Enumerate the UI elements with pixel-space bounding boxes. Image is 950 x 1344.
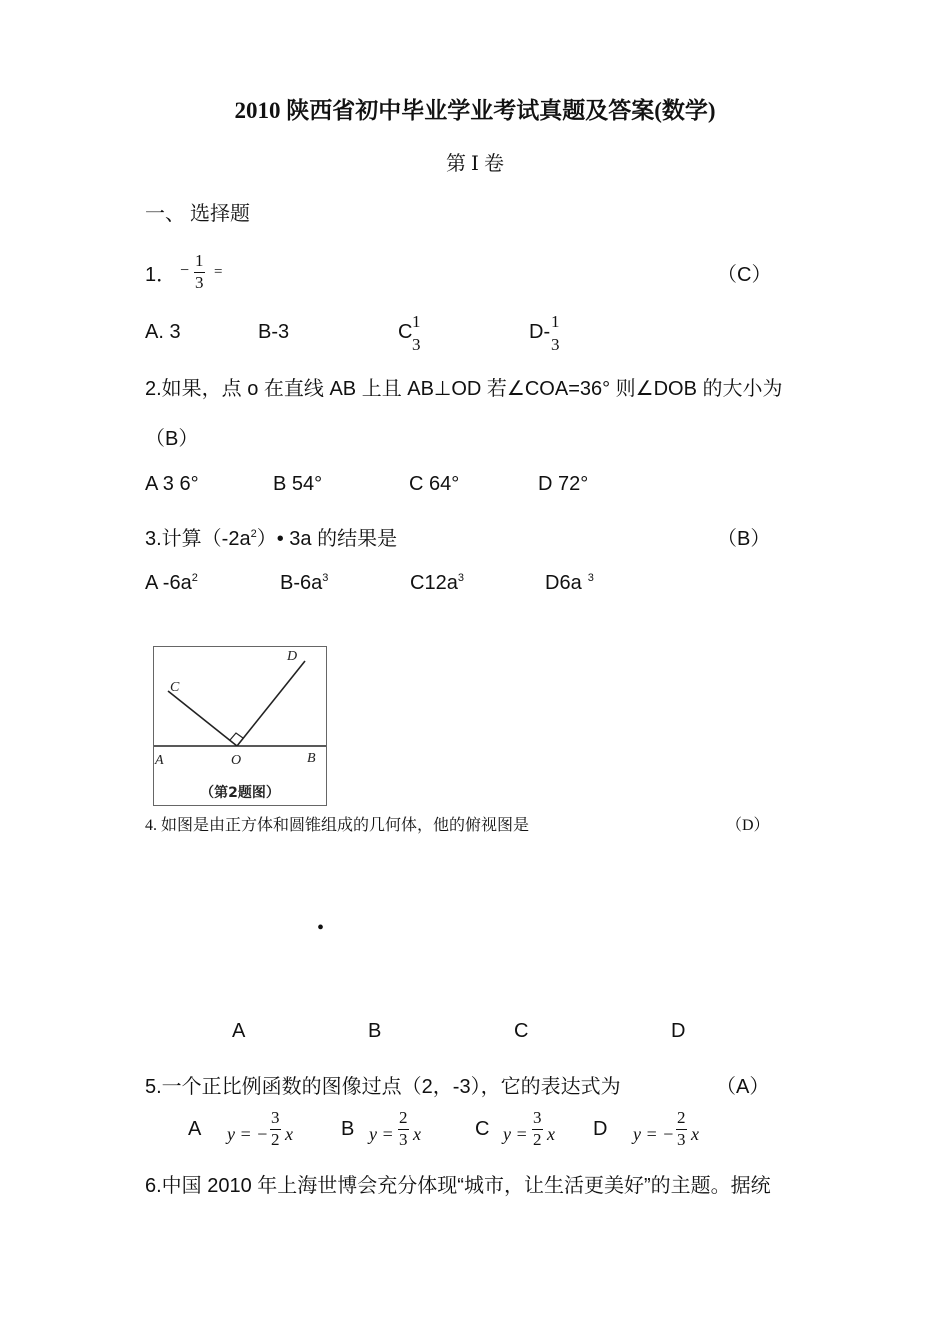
q5-expr-a-fraction xyxy=(270,1109,281,1149)
label-c: C xyxy=(170,680,180,695)
q5-expr-b-lhs: y = xyxy=(369,1124,394,1144)
section-heading: 一、 选择题 xyxy=(145,203,250,225)
q1-optd-den: 3 xyxy=(551,334,560,354)
q1-optc-num: 1 xyxy=(412,312,421,331)
q4-text: 4. 如图是由正方体和圆锥组成的几何体，他的俯视图是 xyxy=(145,817,530,834)
q5-expr-c-fraction xyxy=(532,1109,543,1149)
q1-option-d-label: D- xyxy=(529,321,551,343)
q5-expr-a-lhs: y = − xyxy=(227,1124,269,1144)
q5-expr-b-den: 3 xyxy=(399,1129,408,1149)
q5-expr-d-num: 2 xyxy=(677,1108,686,1127)
q1-minus: − xyxy=(180,262,190,279)
q1-optc-den: 3 xyxy=(412,334,421,354)
q5-expr-c-x: x xyxy=(547,1124,555,1144)
q1-frac-num: 1 xyxy=(195,251,204,270)
q5-text: 5.一个正比例函数的图像过点（2，-3），它的表达式为 xyxy=(145,1076,621,1098)
q1-equals: = xyxy=(214,264,223,280)
q3-text xyxy=(145,522,397,551)
q3-optb-text: B-6a xyxy=(280,572,323,594)
label-a: A xyxy=(155,753,164,768)
right-angle-mark xyxy=(230,733,243,740)
q1-option-d-fraction xyxy=(550,313,561,354)
q3-optb-sup: 3 xyxy=(322,572,329,584)
q3-text-sup: 2 xyxy=(250,528,257,540)
ray-oc xyxy=(168,691,237,746)
q1-option-b: B-3 xyxy=(258,321,290,343)
q3-opta-text: A -6a xyxy=(145,572,192,594)
q6-text: 6.中国 2010 年上海世博会充分体现“城市，让生活更美好”的主题。据统 xyxy=(145,1175,771,1197)
figure-caption: （第2题图） xyxy=(200,785,280,801)
q3-opta-sup: 2 xyxy=(191,572,198,584)
q5-option-b: B xyxy=(341,1118,355,1140)
q2-answer: （B） xyxy=(145,428,199,450)
q1-option-c-fraction xyxy=(411,313,422,354)
q2-option-d: D 72° xyxy=(538,473,589,495)
q5-expr-a-x: x xyxy=(285,1124,293,1144)
q5-expr-c-num: 3 xyxy=(533,1108,542,1127)
q5-expr-d-fraction xyxy=(676,1109,687,1149)
q5-expr-d-den: 3 xyxy=(677,1129,686,1149)
q1-option-c-label: C xyxy=(398,321,413,343)
q3-option-b xyxy=(280,572,328,595)
figure-q2 xyxy=(153,646,327,806)
q3-answer: （B） xyxy=(717,528,771,550)
q4-dot: • xyxy=(317,917,325,939)
q4-option-d: D xyxy=(671,1020,686,1042)
q3-optc-text: C12a xyxy=(410,572,458,594)
q4-answer: （D） xyxy=(726,817,770,834)
q4-option-c: C xyxy=(514,1020,529,1042)
q4-option-b: B xyxy=(368,1020,382,1042)
q2-option-a: A 3 6° xyxy=(145,473,199,495)
volume-heading: 第 Ⅰ 卷 xyxy=(446,153,504,175)
q3-text-pre: 3.计算（-2a xyxy=(145,528,251,550)
q1-optd-num: 1 xyxy=(551,312,560,331)
q2-text: 2.如果，点 o 在直线 AB 上且 AB⊥OD 若∠COA=36° 则∠DOB 的大小为 xyxy=(145,378,783,400)
q1-option-a: A. 3 xyxy=(145,321,181,343)
q5-expr-c-lhs: y = xyxy=(503,1124,528,1144)
q2-option-c: C 64° xyxy=(409,473,460,495)
q5-expr-b-num: 2 xyxy=(399,1108,408,1127)
ray-od xyxy=(237,661,305,746)
label-d: D xyxy=(287,649,298,664)
q5-expr-a-den: 2 xyxy=(271,1129,280,1149)
q5-option-c: C xyxy=(475,1118,490,1140)
q4-option-a: A xyxy=(232,1020,246,1042)
q1-answer: （C） xyxy=(717,264,772,286)
q1-frac-den: 3 xyxy=(195,272,204,292)
q3-optc-sup: 3 xyxy=(457,572,464,584)
label-b: B xyxy=(307,751,316,766)
q5-expr-b-fraction xyxy=(398,1109,409,1149)
q5-expr-d-x: x xyxy=(691,1124,699,1144)
q5-option-d: D xyxy=(593,1118,608,1140)
page-title: 2010 陕西省初中毕业学业考试真题及答案(数学) xyxy=(234,98,716,123)
q3-option-c xyxy=(410,572,464,595)
q5-expr-d-lhs: y = − xyxy=(633,1124,675,1144)
q5-expr-c-den: 2 xyxy=(533,1129,542,1149)
q3-text-post: ）• 3a 的结果是 xyxy=(256,528,398,550)
q1-fraction xyxy=(194,252,205,292)
label-o: O xyxy=(231,753,242,768)
q3-option-d xyxy=(545,572,594,595)
q2-option-b: B 54° xyxy=(273,473,323,495)
q3-optd-text: D6a xyxy=(545,572,582,594)
angle-diagram xyxy=(154,647,326,805)
q5-expr-a-num: 3 xyxy=(271,1108,280,1127)
q3-optd-sup: 3 xyxy=(587,572,594,584)
q5-answer: （A） xyxy=(716,1076,770,1098)
q3-option-a xyxy=(145,572,198,595)
q5-option-a: A xyxy=(188,1118,202,1140)
q5-expr-b-x: x xyxy=(413,1124,421,1144)
q1-number: 1． xyxy=(145,264,177,286)
